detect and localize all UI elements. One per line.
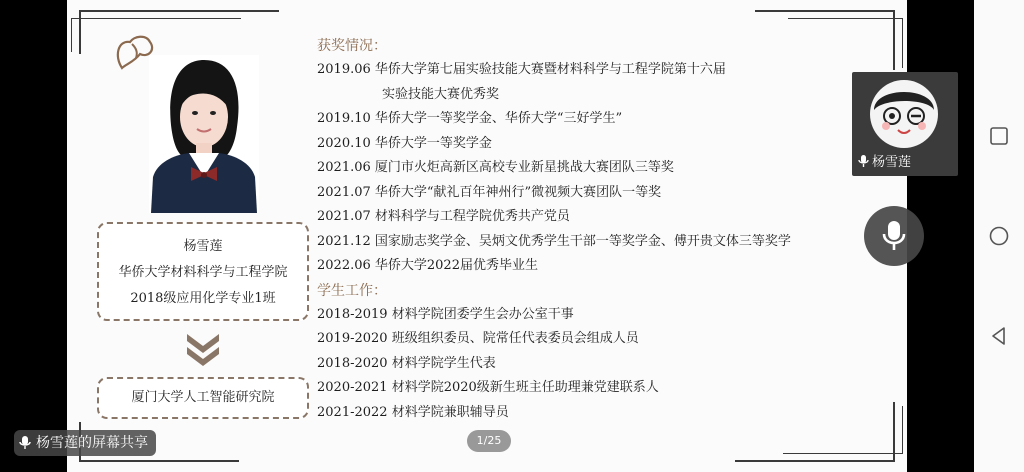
award-line: 2020.10 华侨大学一等奖学金: [317, 135, 492, 151]
destination-text: 厦门大学人工智能研究院: [131, 390, 275, 405]
award-line: 2021.07 材料科学与工程学院优秀共产党员: [317, 209, 570, 224]
work-line: 2018-2020 材料学院学生代表: [317, 355, 496, 371]
award-line: 2021.12 国家励志奖学金、吴炳文优秀学生干部一等奖学金、傅开贵文体三等奖学: [317, 233, 791, 249]
participant-name-label: [858, 151, 911, 170]
work-title: 学生工作：: [317, 282, 387, 299]
award-line: 2019.10 华侨大学一等奖学金、华侨大学“三好学生”: [317, 111, 623, 126]
destination-card: [97, 377, 309, 419]
share-label-text: 杨雪莲的屏幕共享: [36, 435, 148, 451]
participant-video-tile[interactable]: [852, 72, 958, 176]
award-line: 2022.06 华侨大学2022届优秀毕业生: [317, 258, 538, 273]
profile-card: [97, 222, 309, 321]
award-line: 2019.06 华侨大学第七届实验技能大赛暨材料科学与工程学院第十六届: [317, 62, 726, 77]
student-college: 华侨大学材料科学与工程学院: [118, 265, 288, 280]
profile-photo: [149, 55, 259, 213]
work-line: 2019-2020 班级组织委员、院常任代表委员会组成人员: [317, 331, 639, 346]
work-line: 2020-2021 材料学院2020级新生班主任助理兼党建联系人: [317, 380, 659, 395]
work-line: 2021-2022 材料学院兼职辅导员: [317, 404, 509, 420]
square-icon[interactable]: [989, 126, 1009, 146]
work-line: 2018-2019 材料学院团委学生会办公室干事: [317, 306, 574, 322]
microphone-icon: [858, 154, 869, 168]
microphone-icon: [18, 435, 32, 451]
screen-share-label: [14, 430, 156, 456]
slide-content: [317, 34, 897, 425]
android-nav-bar: [974, 0, 1024, 472]
student-name: 杨雪莲: [183, 239, 223, 254]
mic-toggle-button[interactable]: [864, 206, 924, 266]
chevron-down-icon: [183, 330, 223, 368]
shared-slide: [67, 0, 907, 472]
page-indicator: 1/25: [467, 430, 511, 452]
award-line: 实验技能大赛优秀奖: [382, 86, 500, 102]
award-line: 2021.07 华侨大学“献礼百年神州行”微视频大赛团队一等奖: [317, 184, 662, 200]
award-line: 2021.06 厦门市火炬高新区高校专业新星挑战大赛团队三等奖: [317, 160, 674, 175]
student-class: 2018级应用化学专业1班: [130, 291, 276, 306]
awards-title: 获奖情况：: [317, 38, 387, 54]
participant-name: 杨雪莲: [872, 155, 912, 170]
circle-icon[interactable]: [989, 226, 1009, 246]
triangle-back-icon[interactable]: [989, 326, 1009, 346]
microphone-icon: [881, 219, 907, 253]
